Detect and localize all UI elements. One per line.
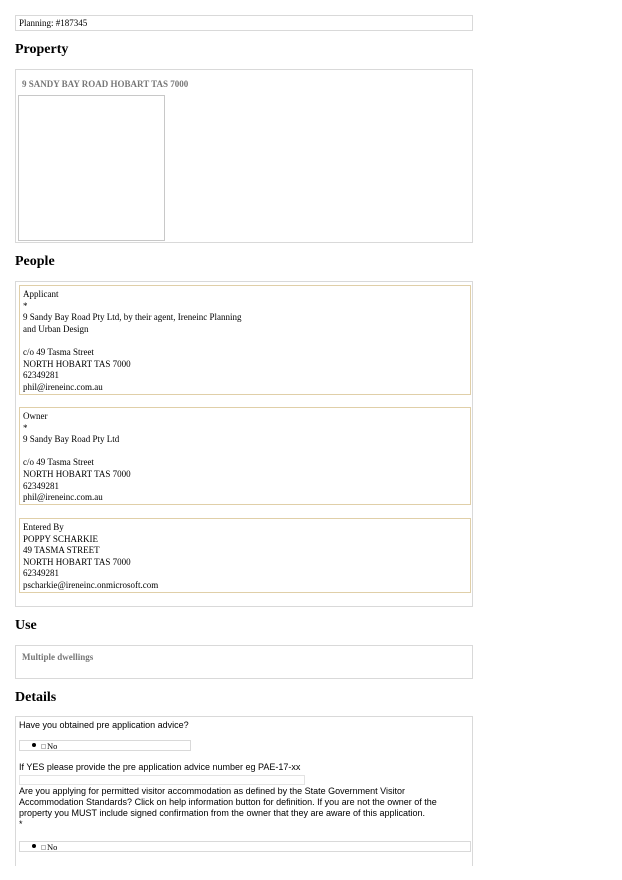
person-line[interactable]: phil@ireneinc.com.au bbox=[23, 492, 103, 503]
person-line: c/o 49 Tasma Street bbox=[23, 346, 94, 357]
person-line: * bbox=[23, 300, 28, 311]
section-heading-use: Use bbox=[15, 618, 37, 633]
person-line: 62349281 bbox=[23, 568, 59, 579]
entered-by-card bbox=[19, 518, 471, 593]
radio-icon[interactable] bbox=[41, 845, 46, 850]
person-line: 9 Sandy Bay Road Pty Ltd bbox=[23, 434, 120, 445]
person-line: Applicant bbox=[23, 289, 59, 299]
pre-application-question: Have you obtained pre application advice? bbox=[19, 720, 189, 730]
person-line[interactable]: phil@ireneinc.com.au bbox=[23, 381, 103, 392]
person-line: c/o 49 Tasma Street bbox=[23, 457, 94, 468]
person-line: and Urban Design bbox=[23, 323, 89, 334]
owner-card bbox=[19, 407, 471, 505]
required-marker: * bbox=[19, 819, 23, 829]
property-map[interactable] bbox=[18, 95, 165, 241]
person-line: Entered By bbox=[23, 522, 64, 532]
person-line bbox=[23, 446, 467, 458]
applicant-card bbox=[19, 285, 471, 395]
person-line: NORTH HOBART TAS 7000 bbox=[23, 556, 131, 567]
bullet-icon bbox=[32, 844, 36, 848]
person-line: NORTH HOBART TAS 7000 bbox=[23, 468, 131, 479]
person-line: 9 Sandy Bay Road Pty Ltd, by their agent, Ireneinc Planning bbox=[23, 312, 242, 323]
details-panel bbox=[15, 716, 473, 866]
person-line: * bbox=[23, 422, 28, 433]
answer-value: No bbox=[47, 842, 58, 852]
person-line: 62349281 bbox=[23, 370, 59, 381]
bullet-icon bbox=[32, 743, 36, 747]
section-heading-details: Details bbox=[15, 690, 57, 705]
visitor-accommodation-text: Are you applying for permitted visitor accommodation as defined by the State Government Visitor Accommodation Standards? Click on help information button for definition. If you are not the owner of the property you MUST include signed confirmation from the owner that they are aware of this application. bbox=[19, 786, 437, 818]
radio-icon[interactable] bbox=[41, 744, 46, 749]
person-line[interactable]: pscharkie@ireneinc.onmicrosoft.com bbox=[23, 579, 159, 590]
people-panel bbox=[15, 281, 473, 607]
person-line: 49 TASMA STREET bbox=[23, 545, 100, 556]
person-line: POPPY SCHARKIE bbox=[23, 533, 98, 544]
person-line: Owner bbox=[23, 411, 48, 421]
answer-value: No bbox=[47, 741, 58, 751]
person-line: NORTH HOBART TAS 7000 bbox=[23, 358, 131, 369]
property-address: 9 SANDY BAY ROAD HOBART TAS 7000 bbox=[22, 79, 189, 89]
visitor-accommodation-answer[interactable] bbox=[19, 841, 471, 852]
planning-number: Planning: #187345 bbox=[15, 15, 473, 31]
property-panel bbox=[15, 69, 473, 243]
use-panel bbox=[15, 645, 473, 679]
section-heading-people: People bbox=[15, 254, 55, 269]
person-line: 62349281 bbox=[23, 480, 59, 491]
pre-application-answer[interactable] bbox=[19, 740, 191, 751]
section-heading-property: Property bbox=[15, 42, 69, 57]
person-line bbox=[23, 335, 467, 347]
advice-number-input[interactable] bbox=[19, 775, 305, 785]
advice-number-question: If YES please provide the pre application advice number eg PAE-17-xx bbox=[19, 762, 301, 772]
use-value: Multiple dwellings bbox=[22, 652, 94, 662]
visitor-accommodation-question bbox=[19, 786, 459, 830]
